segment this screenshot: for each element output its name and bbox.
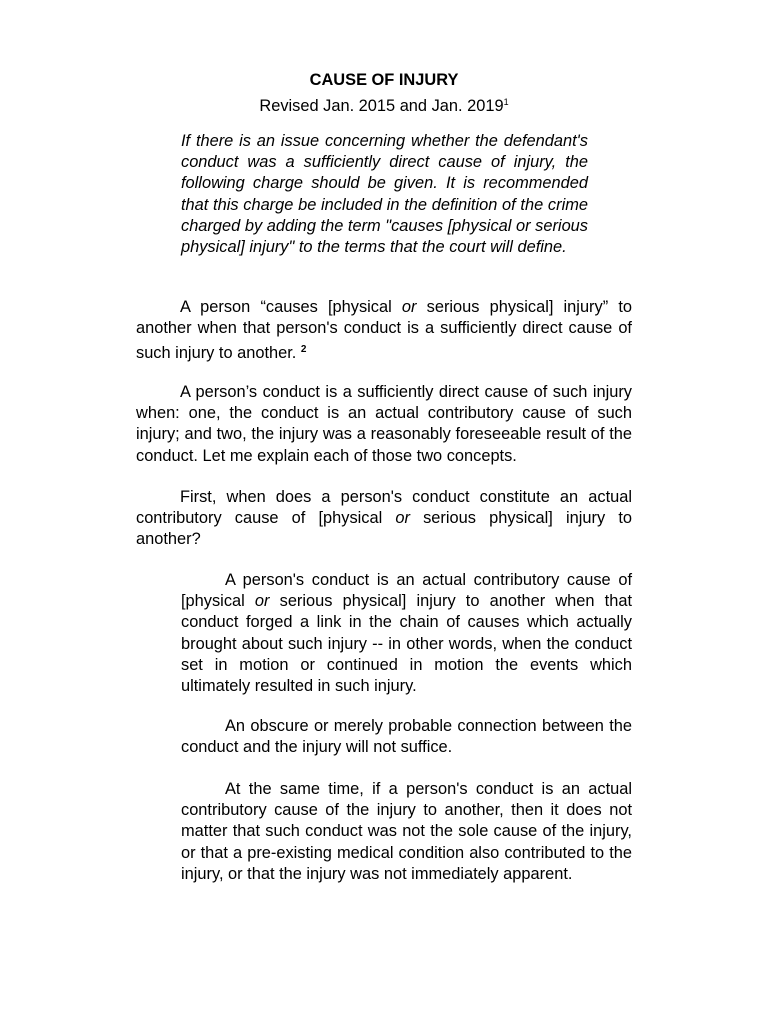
- para1-or: or: [401, 298, 417, 316]
- paragraph-first-question: [136, 487, 632, 551]
- para1-text-after: serious physical] injury” to another when that person's conduct is a sufficiently direct cause of such injury to another.: [136, 298, 632, 363]
- revision-text: Revised Jan. 2015 and Jan. 2019: [259, 97, 504, 115]
- para1-footnote-marker: 2: [300, 344, 307, 356]
- para1-text-before: A person “causes [physical: [180, 298, 402, 316]
- para3-text-after: serious physical] injury to another?: [136, 509, 632, 549]
- paragraph-actual-contributory-cause: [181, 570, 632, 697]
- para3-text-before: First, when does a person's conduct constitute an actual contributory cause of [physical: [136, 488, 632, 528]
- paragraph-causes-definition: [136, 297, 632, 365]
- para4-text-before: A person's conduct is an actual contributory cause of [physical: [181, 571, 632, 611]
- instruction-note: If there is an issue concerning whether the defendant's conduct was a sufficiently direct cause of injury, the following charge should be given. It is recommended that this charge be included in the definition of the crime charged by adding the term "causes [physical or serious physical] injury" to the terms that the court will define.: [181, 132, 588, 257]
- para4-or: or: [254, 592, 270, 611]
- paragraph-not-sole-cause: At the same time, if a person's conduct is an actual contributory cause of the injury to another, then it does not matter that such conduct was not the sole cause of the injury, or that a pre-existing medical condition also contributed to the injury, or that the injury was not immediately apparent.: [181, 780, 632, 883]
- paragraph-obscure-connection: An obscure or merely probable connection between the conduct and the injury will not suffice.: [181, 717, 632, 757]
- document-title: CAUSE OF INJURY: [309, 71, 459, 89]
- revision-footnote-marker: 1: [503, 97, 509, 107]
- para4-text-after: serious physical] injury to another when that conduct forged a link in the chain of causes which actually brought about such injury -- in other words, when the conduct set in motion or continued in motion the events which ultimately resulted in such injury.: [181, 592, 632, 696]
- revision-line: [0, 92, 768, 116]
- paragraph-sufficiently-direct-cause: A person’s conduct is a sufficiently direct cause of such injury when: one, the conduct is an actual contributory cause of such injury; and two, the injury was a reasonably foreseeable result of the conduct. Let me explain each of those two concepts.: [136, 383, 632, 465]
- para3-or: or: [395, 509, 410, 528]
